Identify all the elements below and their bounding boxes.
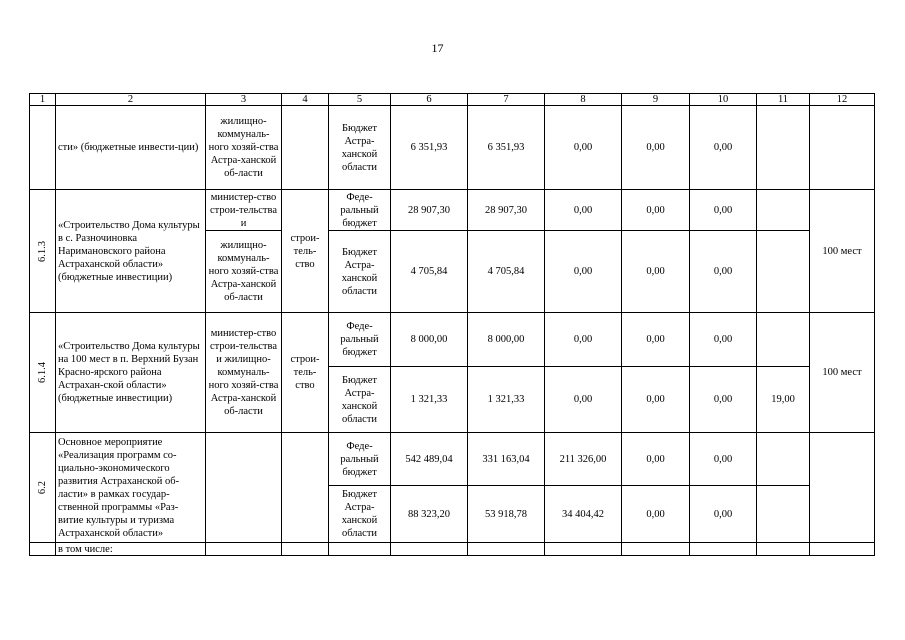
value-cell: 0,00 [690,231,757,313]
header-cell: 12 [810,94,875,106]
value-cell: 88 323,20 [391,486,468,543]
value-cell: 0,00 [622,106,690,190]
table-row [30,190,875,231]
value-cell: 34 404,42 [545,486,622,543]
value-cell: 0,00 [622,190,690,231]
value-cell [757,486,810,543]
value-cell: 0,00 [545,231,622,313]
row-index [30,190,56,313]
value-cell: 331 163,04 [468,433,545,486]
result-cell [810,106,875,190]
header-cell: 8 [545,94,622,106]
executor-cell: жилищно-коммуналь-ного хозяй-ства Астра-ханской об-ласти [206,231,282,313]
value-cell: 6 351,93 [468,106,545,190]
row-index-label: 6.2 [37,480,48,495]
funding-source: Феде-ральный бюджет [329,433,391,486]
value-cell [757,313,810,367]
value-cell: 0,00 [545,367,622,433]
value-cell [757,231,810,313]
header-cell: 6 [391,94,468,106]
value-cell: 0,00 [545,190,622,231]
header-cell: 1 [30,94,56,106]
value-cell: 53 918,78 [468,486,545,543]
funding-source: Феде-ральный бюджет [329,313,391,367]
result-cell: 100 мест [810,190,875,313]
value-cell: 0,00 [690,106,757,190]
row-index [30,313,56,433]
executor-cell: жилищно-коммуналь-ного хозяй-ства Астра-ханской об-ласти [206,106,282,190]
header-cell: 9 [622,94,690,106]
value-cell: 542 489,04 [391,433,468,486]
value-cell: 0,00 [622,231,690,313]
funding-source: Бюджет Астра-ханской области [329,231,391,313]
value-cell: 0,00 [622,367,690,433]
funding-source: Феде-ральный бюджет [329,190,391,231]
kind-cell [282,543,329,556]
value-cell: 0,00 [622,486,690,543]
result-cell [810,543,875,556]
value-cell: 0,00 [622,433,690,486]
value-cell [468,543,545,556]
value-cell: 6 351,93 [391,106,468,190]
header-cell: 2 [56,94,206,106]
funding-source: Бюджет Астра-ханской области [329,486,391,543]
executor-cell: министер-ство строи-тельства и жилищно-коммуналь-ного хозяй-ства Астра-ханской об-ласти [206,313,282,433]
value-cell [757,543,810,556]
value-cell: 19,00 [757,367,810,433]
value-cell: 0,00 [690,313,757,367]
value-cell [757,106,810,190]
value-cell: 4 705,84 [468,231,545,313]
value-cell: 8 000,00 [468,313,545,367]
table-row [30,543,875,556]
table-row [30,106,875,190]
header-cell: 5 [329,94,391,106]
funding-source: Бюджет Астра-ханской области [329,106,391,190]
page-number: 17 [431,41,444,55]
row-index [30,106,56,190]
header-cell: 10 [690,94,757,106]
value-cell: 1 321,33 [391,367,468,433]
funding-source: Бюджет Астра-ханской области [329,367,391,433]
result-cell [810,433,875,543]
value-cell: 0,00 [545,313,622,367]
value-cell: 28 907,30 [391,190,468,231]
header-cell: 3 [206,94,282,106]
executor-cell [206,433,282,543]
executor-cell [206,543,282,556]
value-cell: 0,00 [622,313,690,367]
value-cell: 0,00 [545,106,622,190]
header-cell: 4 [282,94,329,106]
row-index-label: 6.1.4 [37,362,48,383]
row-index-label: 6.1.3 [37,240,48,262]
value-cell: 0,00 [690,367,757,433]
measure-name: Основное мероприятие «Реализация программ со-циально-экономического развития Астраханской об-ласти» в рамках государ-ственной программы «Раз-витие культуры и туризма Астраханской области» [56,433,206,543]
value-cell: 0,00 [690,433,757,486]
value-cell: 0,00 [690,486,757,543]
header-cell: 11 [757,94,810,106]
kind-cell: строи-тель-ство [282,313,329,433]
value-cell [545,543,622,556]
table-row [30,433,875,486]
kind-cell: строи-тель-ство [282,190,329,313]
executor-cell: министер-ство строи-тельства и [206,190,282,231]
budget-table [29,93,875,556]
value-cell: 0,00 [690,190,757,231]
header-row [30,94,875,106]
value-cell: 4 705,84 [391,231,468,313]
value-cell: 8 000,00 [391,313,468,367]
value-cell [690,543,757,556]
row-index [30,543,56,556]
measure-name: сти» (бюджетные инвести-ции) [56,106,206,190]
value-cell [757,433,810,486]
value-cell: 211 326,00 [545,433,622,486]
value-cell: 28 907,30 [468,190,545,231]
measure-name: в том числе: [56,543,206,556]
funding-source [329,543,391,556]
kind-cell [282,106,329,190]
row-index [30,433,56,543]
value-cell [622,543,690,556]
value-cell [391,543,468,556]
header-cell: 7 [468,94,545,106]
measure-name: «Строительство Дома культуры на 100 мест в п. Верхний Бузан Красно-ярского района Астрахан-ской области» (бюджетные инвестиции) [56,313,206,433]
result-cell: 100 мест [810,313,875,433]
value-cell [757,190,810,231]
measure-name: «Строительство Дома культуры в с. Разночиновка Наримановского района Астраханской области» (бюджетные инвестиции) [56,190,206,313]
kind-cell [282,433,329,543]
value-cell: 1 321,33 [468,367,545,433]
table-row [30,313,875,367]
